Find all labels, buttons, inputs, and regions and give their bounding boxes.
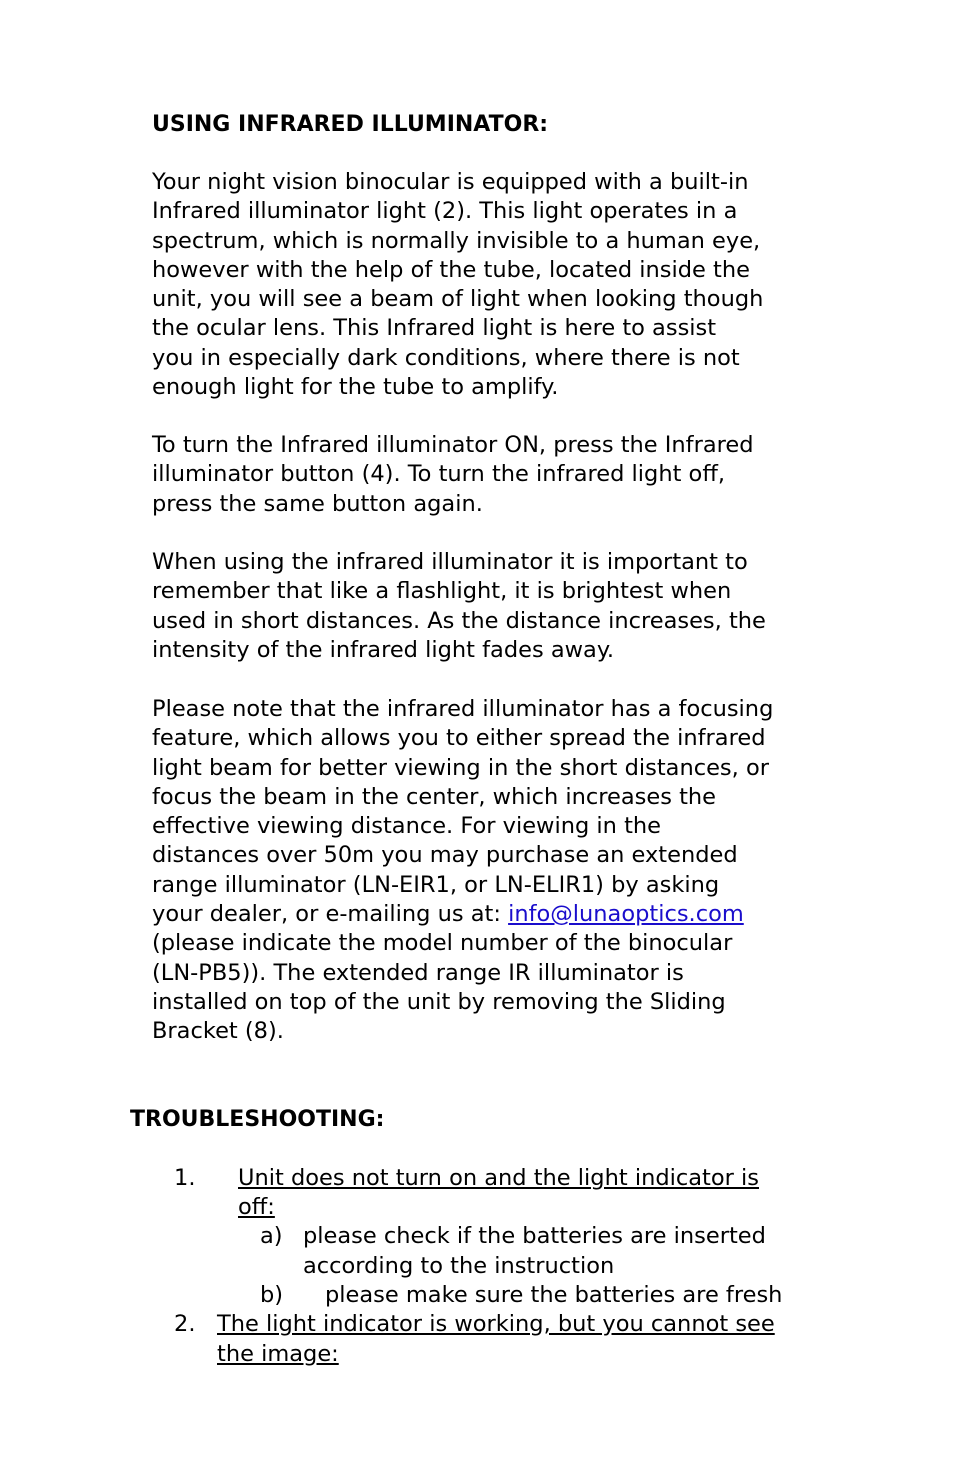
text-line: illuminator button (4). To turn the infrared light off,	[152, 461, 725, 488]
text-line: Bracket (8).	[152, 1018, 284, 1045]
text-line: press the same button again.	[152, 490, 483, 517]
sub-item-marker: a)	[260, 1223, 283, 1249]
email-link[interactable]: info@lunaoptics.com	[508, 901, 744, 928]
section-heading-troubleshooting: TROUBLESHOOTING:	[130, 1107, 385, 1132]
sub-item-text: please make sure the batteries are fresh	[325, 1282, 783, 1308]
text-line: (please indicate the model number of the binocular	[152, 930, 733, 957]
text-line: enough light for the tube to amplify.	[152, 374, 559, 401]
list-item-title: the image:	[217, 1341, 339, 1367]
list-number: 2.	[174, 1311, 196, 1337]
paragraph-builtin-illuminator	[152, 168, 842, 402]
text-line: feature, which allows you to either spread the infrared	[152, 725, 766, 752]
link-prefix-text: your dealer, or e-mailing us at:	[152, 901, 509, 928]
text-line: however with the help of the tube, located inside the	[152, 256, 750, 283]
text-line: spectrum, which is normally invisible to a human eye,	[152, 227, 761, 254]
sub-item-text: according to the instruction	[303, 1253, 615, 1279]
text-line: To turn the Infrared illuminator ON, press the Infrared	[152, 432, 754, 458]
list-number: 1.	[174, 1165, 196, 1191]
text-line: remember that like a flashlight, it is brightest when	[152, 578, 732, 605]
text-line: Your night vision binocular is equipped with a built-in	[152, 169, 749, 195]
text-line-with-link	[152, 900, 842, 929]
text-line: the ocular lens. This Infrared light is here to assist	[152, 315, 717, 342]
text-line: used in short distances. As the distance increases, the	[152, 607, 766, 634]
text-line: intensity of the infrared light fades away.	[152, 636, 615, 663]
sub-item-text: please check if the batteries are inserted	[303, 1223, 766, 1249]
text-line: unit, you will see a beam of light when looking though	[152, 286, 764, 313]
list-item-title: Unit does not turn on and the light indicator is	[238, 1165, 759, 1191]
text-line: you in especially dark conditions, where there is not	[152, 344, 740, 371]
list-item-title: The light indicator is working, but you cannot see	[217, 1311, 775, 1337]
text-line: focus the beam in the center, which increases the	[152, 783, 717, 810]
paragraph-distance-note	[152, 548, 842, 665]
text-line: installed on top of the unit by removing the Sliding	[152, 988, 726, 1015]
text-line: distances over 50m you may purchase an extended	[152, 842, 738, 869]
text-line: When using the infrared illuminator it is important to	[152, 549, 748, 575]
paragraph-turn-on-off	[152, 431, 842, 519]
list-item-title: off:	[238, 1194, 275, 1220]
paragraph-focusing-feature	[152, 695, 842, 1047]
text-line: Infrared illuminator light (2). This light operates in a	[152, 198, 738, 225]
text-line: Please note that the infrared illuminator has a focusing	[152, 696, 774, 722]
section-heading-infrared: USING INFRARED ILLUMINATOR:	[152, 112, 549, 137]
text-line: effective viewing distance. For viewing in the	[152, 813, 661, 840]
sub-item-marker: b)	[260, 1282, 284, 1308]
text-line: (LN-PB5)). The extended range IR illuminator is	[152, 959, 684, 986]
text-line: light beam for better viewing in the short distances, or	[152, 754, 769, 781]
text-line: range illuminator (LN-EIR1, or LN-ELIR1) by asking	[152, 871, 720, 898]
